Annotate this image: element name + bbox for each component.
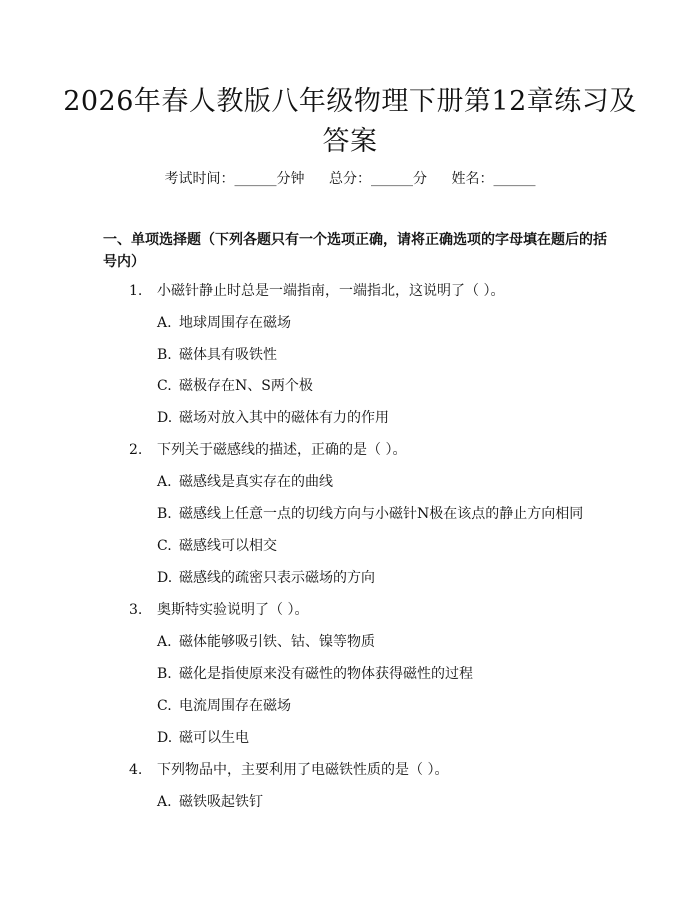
exam-meta bbox=[0, 168, 700, 188]
question-3 bbox=[129, 600, 308, 620]
option-letter: B. bbox=[157, 506, 172, 522]
question-text: 下列物品中，主要利用了电磁铁性质的是（ ）。 bbox=[157, 762, 449, 778]
option-text: 磁极存在N、S两个极 bbox=[179, 378, 313, 394]
question-number: 3. bbox=[129, 602, 143, 618]
option-text: 磁感线可以相交 bbox=[179, 538, 277, 554]
question-number: 1. bbox=[129, 283, 143, 299]
option-4a bbox=[157, 792, 263, 812]
student-name: 姓名：______ bbox=[451, 171, 536, 187]
option-3a bbox=[157, 632, 375, 652]
option-letter: C. bbox=[157, 698, 172, 714]
option-letter: A. bbox=[157, 474, 172, 490]
option-3c bbox=[157, 696, 291, 716]
question-text: 奥斯特实验说明了（ ）。 bbox=[157, 602, 309, 618]
option-letter: B. bbox=[157, 666, 172, 682]
question-text: 小磁针静止时总是一端指南，一端指北，这说明了（ ）。 bbox=[157, 283, 505, 299]
option-text: 地球周围存在磁场 bbox=[179, 315, 291, 331]
option-1d bbox=[157, 408, 389, 428]
option-letter: D. bbox=[157, 570, 173, 586]
option-letter: C. bbox=[157, 538, 172, 554]
option-letter: A. bbox=[157, 794, 172, 810]
option-text: 磁化是指使原来没有磁性的物体获得磁性的过程 bbox=[179, 666, 473, 682]
option-text: 电流周围存在磁场 bbox=[179, 698, 291, 714]
option-letter: A. bbox=[157, 634, 172, 650]
option-2d bbox=[157, 568, 375, 588]
question-number: 4. bbox=[129, 762, 143, 778]
section-title: 一、单项选择题（下列各题只有一个选项正确，请将正确选项的字母填在题后的括号内） bbox=[103, 232, 607, 270]
option-2b bbox=[157, 504, 583, 524]
document-title: 2026年春人教版八年级物理下册第12章练习及答案 bbox=[63, 86, 637, 157]
option-3d bbox=[157, 728, 249, 748]
question-number: 2. bbox=[129, 442, 143, 458]
option-letter: C. bbox=[157, 378, 172, 394]
option-1b bbox=[157, 345, 277, 365]
option-2a bbox=[157, 472, 333, 492]
option-text: 磁可以生电 bbox=[179, 730, 249, 746]
option-3b bbox=[157, 664, 473, 684]
option-letter: A. bbox=[157, 315, 172, 331]
option-1a bbox=[157, 313, 291, 333]
exam-time: 考试时间：______分钟 bbox=[164, 171, 305, 187]
option-text: 磁感线上任意一点的切线方向与小磁针N极在该点的静止方向相同 bbox=[179, 506, 584, 522]
question-text: 下列关于磁感线的描述，正确的是（ ）。 bbox=[157, 442, 407, 458]
option-1c bbox=[157, 376, 313, 396]
option-letter: D. bbox=[157, 410, 173, 426]
option-letter: B. bbox=[157, 347, 172, 363]
option-letter: D. bbox=[157, 730, 173, 746]
option-text: 磁感线是真实存在的曲线 bbox=[179, 474, 333, 490]
question-1 bbox=[129, 281, 504, 301]
question-2 bbox=[129, 440, 406, 460]
option-text: 磁体具有吸铁性 bbox=[179, 347, 277, 363]
option-text: 磁感线的疏密只表示磁场的方向 bbox=[179, 570, 375, 586]
option-text: 磁铁吸起铁钉 bbox=[179, 794, 263, 810]
option-2c bbox=[157, 536, 277, 556]
option-text: 磁场对放入其中的磁体有力的作用 bbox=[179, 410, 389, 426]
question-4 bbox=[129, 760, 448, 780]
exam-score: 总分：______分 bbox=[329, 171, 427, 187]
option-text: 磁体能够吸引铁、钴、镍等物质 bbox=[179, 634, 375, 650]
